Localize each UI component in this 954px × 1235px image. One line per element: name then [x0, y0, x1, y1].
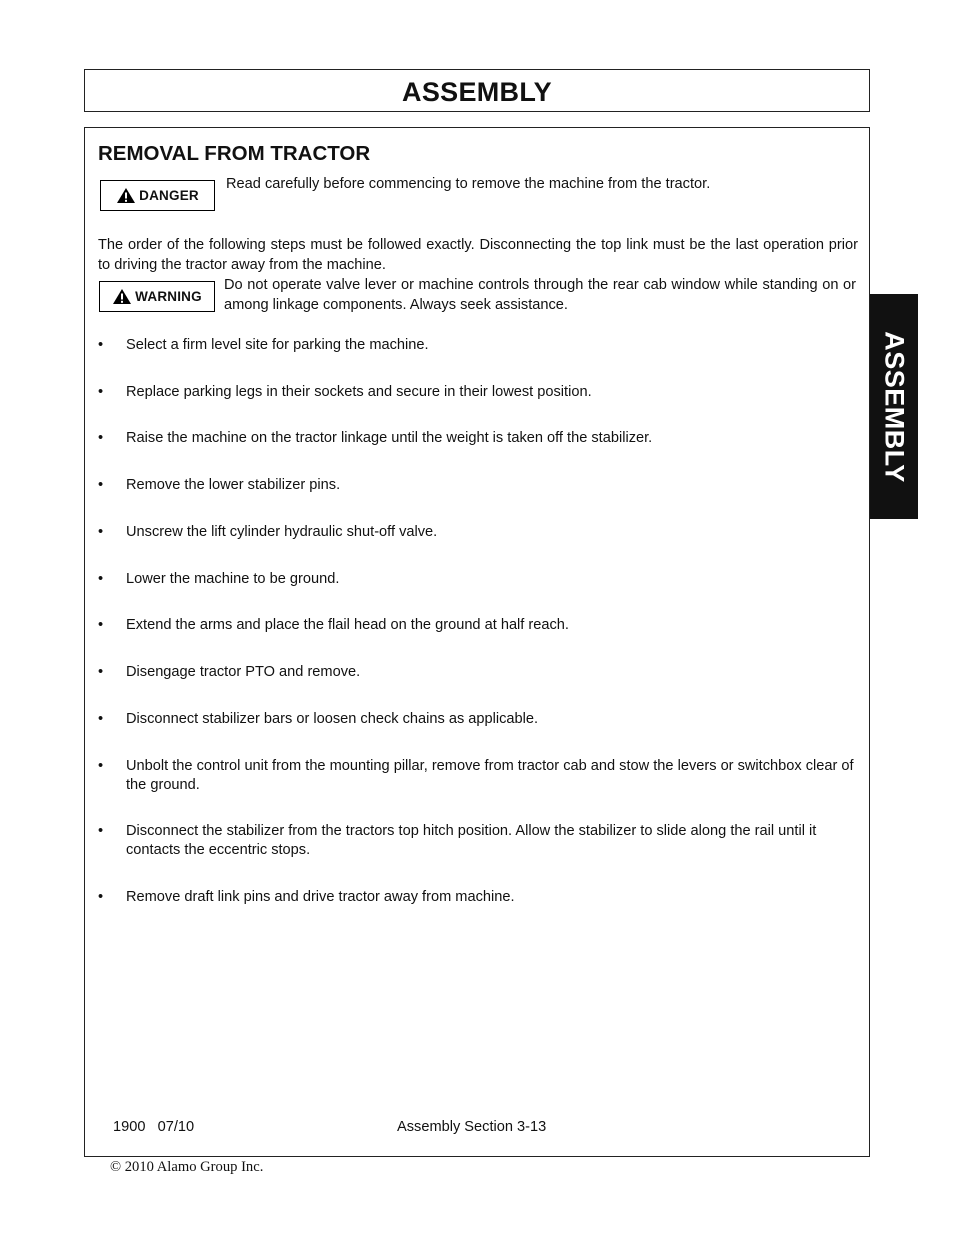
bullet: •	[98, 477, 104, 493]
bullet: •	[98, 430, 104, 446]
step-text: Select a firm level site for parking the machine.	[126, 337, 429, 353]
header-title: ASSEMBLY	[402, 77, 552, 107]
footer-doc-id: 1900 07/10	[113, 1119, 195, 1135]
bullet: •	[98, 664, 104, 680]
step-text: Disengage tractor PTO and remove.	[126, 664, 361, 680]
bullet: •	[98, 524, 104, 540]
warning-label: WARNING	[135, 289, 202, 304]
bullet: •	[98, 889, 104, 905]
warning-sign	[99, 281, 215, 312]
step-text: Lower the machine to be ground.	[126, 571, 340, 587]
step-text: Remove the lower stabilizer pins.	[126, 477, 341, 493]
step-text: Raise the machine on the tractor linkage until the weight is taken off the stabilizer.	[126, 430, 653, 446]
bullet: •	[98, 823, 104, 839]
side-tab	[869, 294, 918, 519]
step-text: Disconnect the stabilizer from the tractors top hitch position. Allow the stabilizer to slide along the rail until it contacts the eccentric stops.	[126, 823, 817, 858]
bullet: •	[98, 384, 104, 400]
danger-label: DANGER	[139, 188, 199, 203]
section-title: REMOVAL FROM TRACTOR	[98, 142, 371, 165]
side-tab-label: ASSEMBLY	[879, 330, 909, 483]
footer-section-page: Assembly Section 3-13	[397, 1119, 547, 1135]
step-text: Unbolt the control unit from the mounting pillar, remove from tractor cab and stow the levers or switchbox clear of the ground.	[126, 758, 854, 793]
warning-triangle-icon	[112, 288, 132, 305]
step-text: Extend the arms and place the flail head on the ground at half reach.	[126, 617, 569, 633]
step-text: Remove draft link pins and drive tractor away from machine.	[126, 889, 515, 905]
bullet: •	[98, 571, 104, 587]
intro-paragraph: The order of the following steps must be followed exactly. Disconnecting the top link must be the last operation prior to driving the tractor away from the machine.	[98, 237, 858, 273]
bullet: •	[98, 337, 104, 353]
step-text: Replace parking legs in their sockets and secure in their lowest position.	[126, 384, 592, 400]
step-text: Disconnect stabilizer bars or loosen check chains as applicable.	[126, 711, 539, 727]
copyright: © 2010 Alamo Group Inc.	[110, 1159, 264, 1175]
danger-sign	[100, 180, 215, 211]
danger-text: Read carefully before commencing to remove the machine from the tractor.	[226, 176, 711, 192]
step-text: Unscrew the lift cylinder hydraulic shut-off valve.	[126, 524, 438, 540]
bullet: •	[98, 758, 104, 774]
bullet: •	[98, 617, 104, 633]
warning-triangle-icon	[116, 187, 136, 204]
warning-text: Do not operate valve lever or machine controls through the rear cab window while standing on or among linkage components. Always seek assistance.	[224, 277, 856, 313]
bullet: •	[98, 711, 104, 727]
header-box	[84, 69, 870, 112]
